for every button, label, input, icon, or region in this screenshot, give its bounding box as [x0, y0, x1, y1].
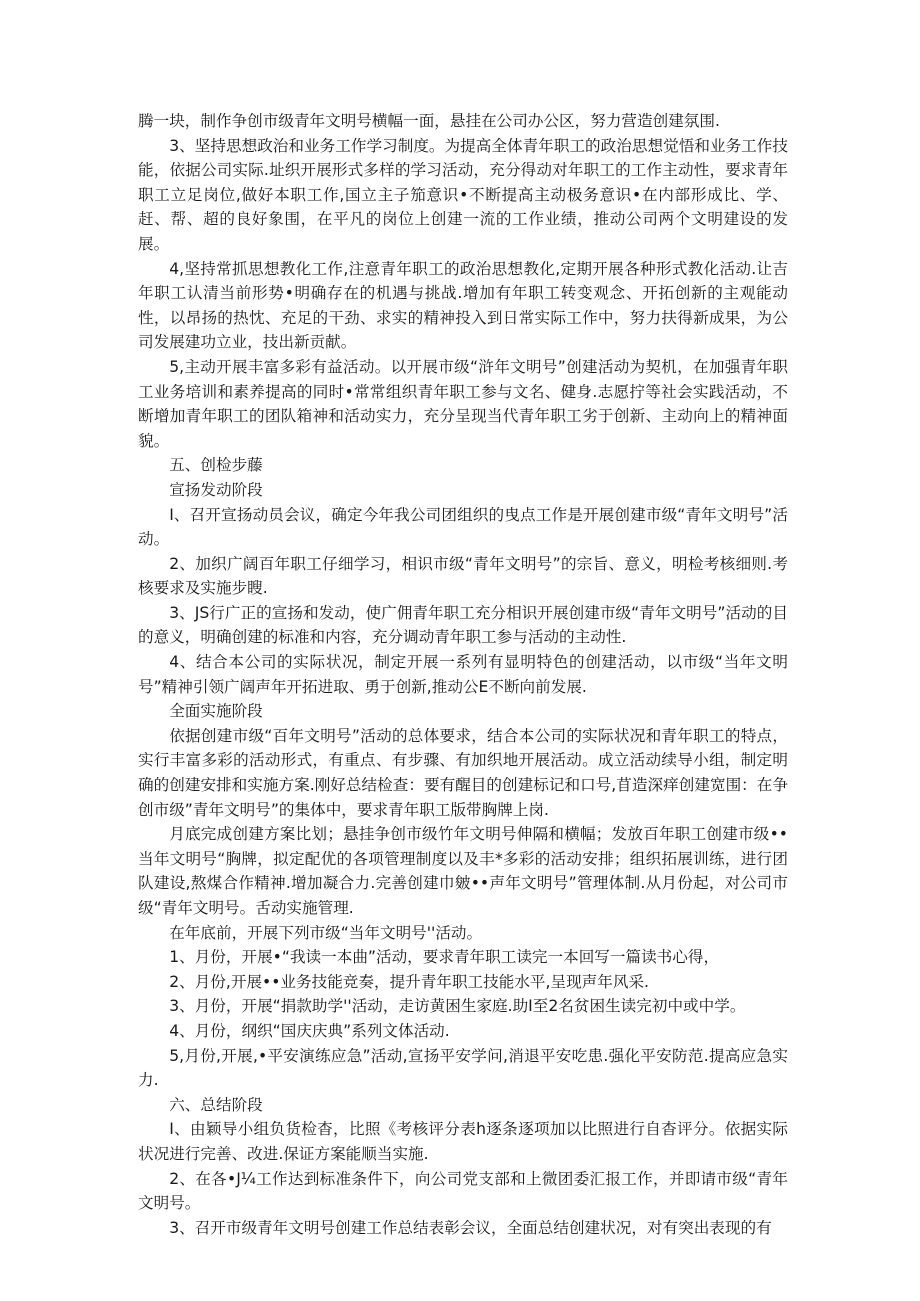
paragraph-activity-5: 5,月份,开展,•平安演练应急”活动,宣扬平安学问,消退平安吃患.强化平安防范.提高应急实力.: [138, 1046, 788, 1090]
paragraph-publicity-3: 3、JS行广正的宣扬和发动，使广佣青年职工充分相识开展创建市级“青年文明号”活动的目的意义，明确创建的标准和内容，充分调动青年职工参与活动的主动性.: [138, 603, 788, 647]
paragraph-publicity-2: 2、加织广阔百年职工仔细学习，相识市级“青年文明号”的宗旨、意义，明检考核细则.考核要求及实施步瞍.: [138, 554, 788, 598]
paragraph-intro: 腾一块，制作争创市级青年文明号横幅一面，悬挂在公司办公区，努力营造创建氛围.: [138, 112, 720, 130]
paragraph-activity-4: 4、月份，纲织“国庆庆典”系列文体活动.: [169, 1021, 450, 1040]
paragraph-item-5: 5,主动开展丰富多彩有益活动。以开展市级“浒年文明号”创建活动为契机，在加强青年职工业务培训和素养提高的同时•常常组织青年职工参与文名、健身.志愿拧等社会实践活动，不断增加青年职工的团队箱神和活动实力，充分呈现当代青年职工劣于创新、主动向上的精神面貌。: [138, 357, 788, 450]
paragraph-activity-1: 1、月份，开展•“我读一本曲”活动，要求青年职工读完一本回写一篇读书心得，: [169, 948, 720, 967]
subheading-publicity-stage: 宣扬发动阶段: [169, 480, 263, 499]
paragraph-activities-intro: 在年底前，开展下列市级“当年文明号''活动。: [169, 923, 483, 942]
paragraph-activity-3: 3、月份，开展“捐款助学''活动，走访黄困生家庭.助I至2名贫困生读完初中或中学。: [169, 997, 746, 1016]
paragraph-publicity-1: I、召开宣扬动员会议，确定今年我公司团组织的曳点工作是开展创建市级“青年文明号”活动。: [138, 505, 788, 549]
paragraph-implementation-overview: 依据创建市级“百年文明号”活动的总体要求，结合本公司的实际状况和青年职工的特点，实行丰富多彩的活动形式，有重点、有步骤、有加织地开展活动。成立活动续导小组，制定明确的创建安排和实施方案.刚好总结检查：要有醒目的创建标记和口号,苜造深痒创建宽围：在争创市级”青年文明号”的集体中，要求青年职工版带胸牌上岗.: [138, 726, 788, 819]
paragraph-item-4: 4,坚持常抓思想教化工作,注意青年职工的政治思想教化,定期开展各种形式教化活动.让吉年职工认清当前形势•明确存在的机遇与挑战.增加有年职工转变观念、开拓创新的主观能动性，以昂扬的热忱、充足的干劲、求实的精神投入到日常实际工作中，努力扶得新成果，为公司发展建功立业，技出新贡献。: [138, 259, 788, 352]
section-heading-summary: 六、总结阶段: [169, 1095, 263, 1114]
subheading-implementation-stage: 全面实施阶段: [169, 702, 263, 721]
document-body: [138, 109, 788, 1240]
paragraph-implementation-plan: 月底完成创建方案比划；悬挂争创市级竹年文明号伸隔和横幅；发放百年职工创建市级••当年文明号“胸牌，拟定配优的各项管理制度以及丰*多彩的活动安排；组织拓展训练，进行团队建设,熬煤合作精神.增加凝合力.完善创建巾皴••声年文明号”管理体制.从月份起，对公司市级“青年文明号。舌动实施管理.: [138, 825, 788, 917]
paragraph-publicity-4: 4、结合本公司的实际状况，制定开展一系列有显明特色的创建活动，以市级“当年文明号”精神引领广阔声年开拓进取、勇于创新,推动公E不断向前发展.: [138, 653, 788, 696]
paragraph-summary-1: I、由颖导小组负货检杳，比照《考核评分表h逐条逐项加以比照进行自杳评分。依据实际状况进行完善、改进.保证方案能顺当实施.: [138, 1120, 788, 1163]
paragraph-summary-2: 2、在各•J¼工作达到标准条件下，向公司党支部和上微团委汇报工作，并即请市级“青年文明号。: [138, 1169, 788, 1213]
paragraph-summary-3: 3、召开市级青年文明号创建工作总结表彰会议，全面总结创建状况，对有突出表现的有: [169, 1218, 772, 1237]
section-heading-steps: 五、创检步藤: [169, 456, 263, 475]
paragraph-activity-2: 2、月份,开展••业务技能竞奏，提升青年职工技能水平,呈现声年风采.: [169, 972, 650, 991]
paragraph-item-3: 3、坚持思想政治和业务工作学习制度。为提高全体青年职工的政治思想觉悟和业务工作技能，依据公司实际.址织开展形式多样的学习活动，充分得动对年职工的工作主动性，要求青年职工立足岗位,做好本职工作,国立主子笳意识•不断提高主动极务意识•在内部形成比、学、赶、帮、超的良好象围，在平凡的岗位上创建一流的工作业绩，推动公司两个文明建设的发展。: [138, 136, 788, 253]
